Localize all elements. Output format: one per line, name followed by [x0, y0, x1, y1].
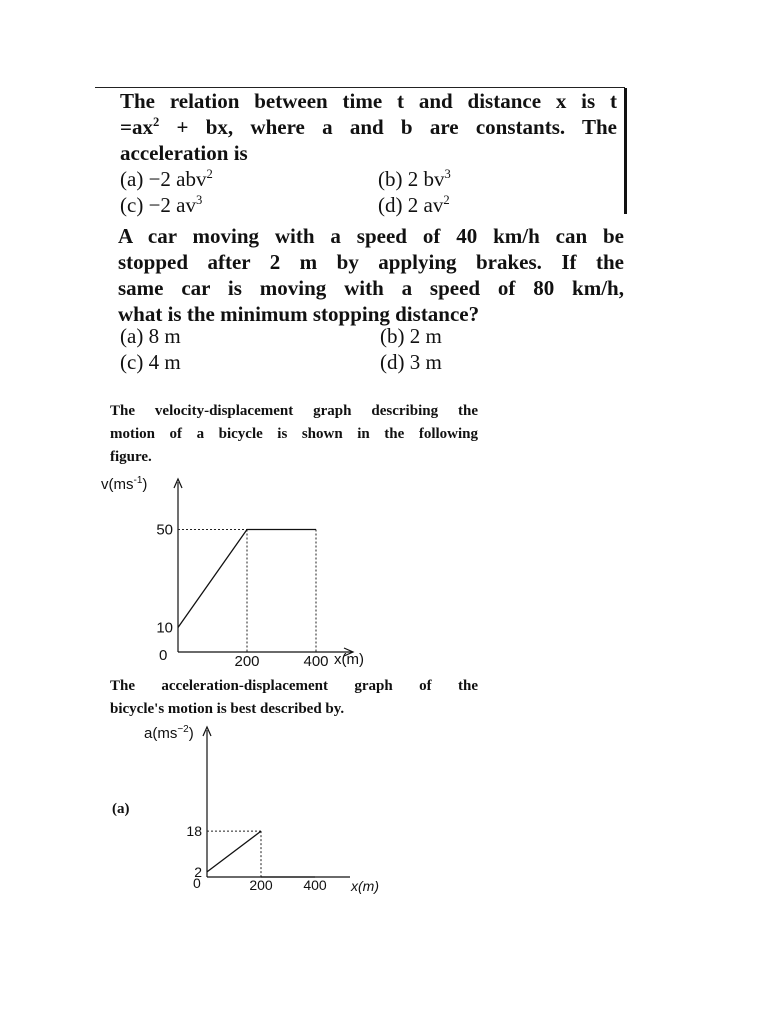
q2-option-b[interactable]: (b) 2 m — [380, 324, 442, 348]
g2-ytick-2: 2 — [194, 863, 202, 880]
g1-origin-label: 0 — [159, 647, 168, 664]
q3-line5: bicycle's motion is best described by. — [110, 701, 345, 717]
q3-line1: The velocity-displacement graph describing the — [110, 403, 478, 419]
svg-text:v(ms-1): $v(ms^{-1})$ — [101, 475, 148, 493]
g2-xtick-200: 200 — [249, 877, 273, 893]
q1-line3: acceleration is — [120, 141, 248, 165]
acceleration-displacement-graph-a — [130, 718, 400, 898]
g1-xtick-400: 400 — [303, 653, 329, 670]
g2-ytick-18: 18 — [186, 823, 202, 840]
q3-line4: The acceleration-displacement graph of the — [110, 678, 478, 694]
q3-question — [110, 400, 478, 469]
q2-line3: same car is moving with a speed of 80 km/h, — [118, 276, 624, 300]
g2-xtick-400: 400 — [303, 877, 327, 893]
g2-xlabel: x(m) — [351, 878, 379, 894]
velocity-displacement-graph — [90, 470, 390, 675]
g2-origin-label: 0 — [193, 875, 201, 891]
g1-ytick-50: 50 — [156, 521, 173, 539]
q1-line1: The relation between time t and distance x is t — [120, 89, 617, 113]
q1-option-b[interactable]: (b) 2 $bv^3$ — [378, 167, 451, 191]
q3-option-a-label[interactable]: (a) — [112, 801, 130, 817]
q1-question — [120, 88, 617, 166]
right-rule — [624, 88, 627, 214]
g2-ylabel — [144, 724, 194, 742]
q2-option-a[interactable]: (a) 8 m — [120, 324, 181, 348]
g1-ylabel — [101, 475, 147, 493]
q1-line2: $=ax^2$ + bx, where a and b are constants. The — [120, 115, 617, 139]
q2-line4: what is the minimum stopping distance? — [118, 302, 480, 326]
g1-ytick-10: 10 — [156, 619, 173, 637]
q2-line2: stopped after 2 m by applying brakes. If the — [118, 250, 624, 274]
q2-line1: A car moving with a speed of 40 km/h can be — [118, 224, 624, 248]
q2-option-c[interactable]: (c) 4 m — [120, 350, 181, 374]
g2-series-0 — [207, 831, 261, 872]
q3-question-part2 — [110, 675, 478, 721]
svg-text:a(ms−2): $a(ms^{-2})$ — [144, 724, 194, 742]
q1-option-d[interactable]: (d) 2 $av^2$ — [378, 193, 450, 217]
g1-xtick-200: 200 — [234, 653, 260, 670]
q3-line3: figure. — [110, 449, 152, 465]
q1-option-a[interactable]: (a) −2 abv$^2$ — [120, 167, 213, 191]
q1-option-c[interactable]: (c) −2 $av^3$ — [120, 193, 203, 217]
g1-xlabel: x(m) — [334, 651, 364, 668]
q2-question — [118, 223, 624, 327]
q3-line2: motion of a bicycle is shown in the following — [110, 426, 478, 442]
q2-option-d[interactable]: (d) 3 m — [380, 350, 442, 374]
